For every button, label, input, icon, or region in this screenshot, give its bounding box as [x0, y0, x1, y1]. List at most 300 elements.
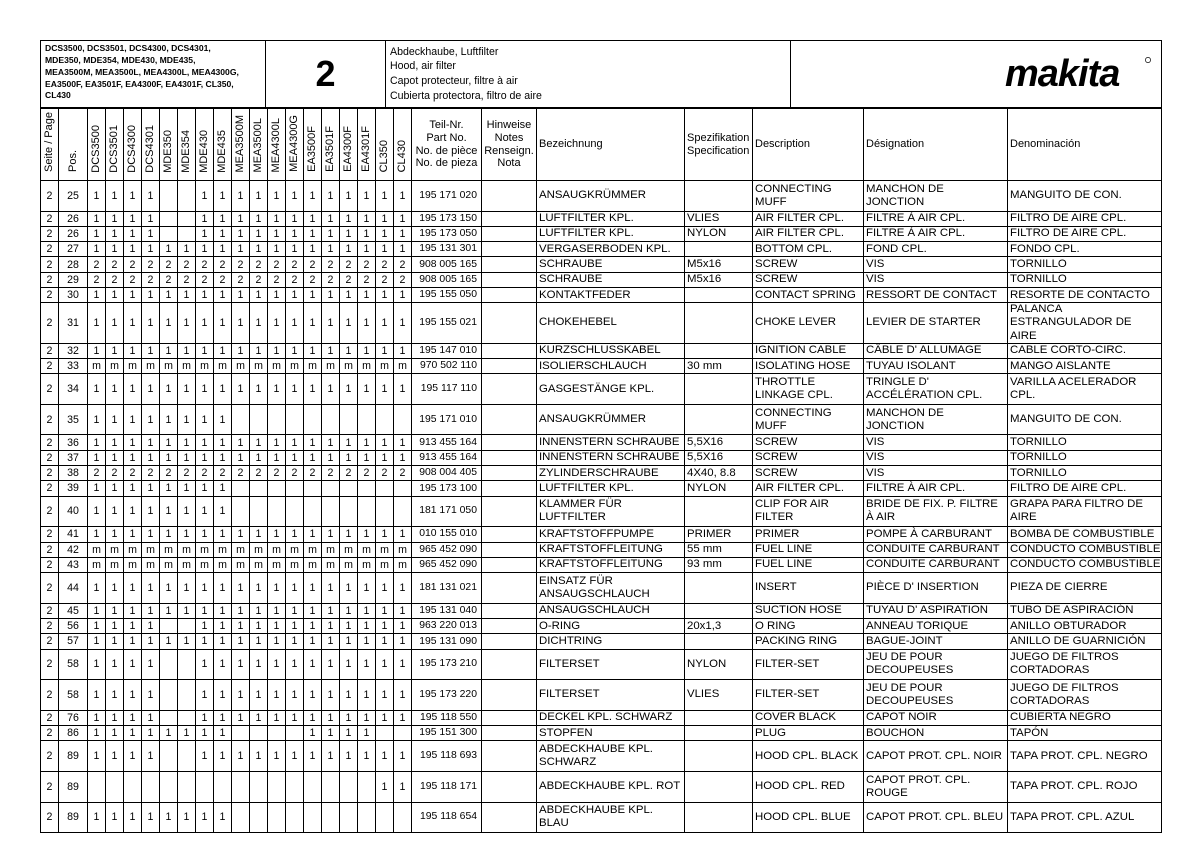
- cell-qty: 1: [232, 181, 250, 212]
- cell-qty: 1: [88, 343, 106, 358]
- cell-qty: 1: [142, 603, 160, 618]
- cell-qty: 1: [106, 634, 124, 649]
- cell-denominacion: TORNILLO: [1008, 466, 1162, 481]
- cell-qty: 1: [358, 573, 376, 604]
- cell-qty: 1: [124, 226, 142, 241]
- cell-qty: 1: [196, 450, 214, 465]
- cell-qty: 2: [358, 466, 376, 481]
- cell-part-no: 195 173 050: [412, 226, 482, 241]
- cell-qty: [178, 211, 196, 226]
- cell-bezeichnung: ANSAUGKRÜMMER: [537, 181, 685, 212]
- cell-qty: 1: [358, 726, 376, 741]
- cell-bezeichnung: ABDECKHAUBE KPL. SCHWARZ: [537, 741, 685, 772]
- cell-bezeichnung: VERGASERBODEN KPL.: [537, 242, 685, 257]
- cell-designation: TUYAU D' ASPIRATION: [864, 603, 1008, 618]
- cell-qty: 1: [160, 527, 178, 542]
- cell-bezeichnung: ISOLIERSCHLAUCH: [537, 359, 685, 374]
- cell-description: FUEL LINE: [753, 542, 864, 557]
- cell-qty: 1: [376, 226, 394, 241]
- cell-qty: 1: [214, 496, 232, 527]
- cell-note: [482, 726, 537, 741]
- page-number: 2: [266, 41, 386, 108]
- cell-qty: 1: [394, 619, 412, 634]
- cell-qty: 1: [376, 527, 394, 542]
- cell-pos: 31: [59, 303, 88, 343]
- cell-qty: [268, 481, 286, 496]
- cell-qty: 1: [340, 303, 358, 343]
- cell-note: [482, 557, 537, 572]
- cell-note: [482, 404, 537, 435]
- cell-denominacion: TORNILLO: [1008, 257, 1162, 272]
- cell-description: AIR FILTER CPL.: [753, 481, 864, 496]
- cell-spec: 4X40, 8.8: [685, 466, 753, 481]
- cell-note: [482, 527, 537, 542]
- cell-qty: 1: [394, 603, 412, 618]
- table-row: [41, 527, 1162, 542]
- cell-qty: 1: [160, 573, 178, 604]
- table-row: [41, 726, 1162, 741]
- cell-qty: [268, 726, 286, 741]
- cell-qty: 1: [142, 242, 160, 257]
- cell-spec: M5x16: [685, 272, 753, 287]
- cell-qty: 2: [88, 257, 106, 272]
- cell-designation: FILTRE À AIR CPL.: [864, 481, 1008, 496]
- cell-qty: 2: [196, 466, 214, 481]
- cell-qty: 1: [196, 343, 214, 358]
- cell-note: [482, 710, 537, 725]
- cell-note: [482, 772, 537, 803]
- cell-qty: 1: [394, 450, 412, 465]
- cell-page: 2: [41, 772, 59, 803]
- cell-note: [482, 603, 537, 618]
- cell-qty: 1: [232, 573, 250, 604]
- cell-pos: 45: [59, 603, 88, 618]
- cell-qty: 2: [106, 466, 124, 481]
- cell-qty: 1: [160, 343, 178, 358]
- cell-part-no: 195 118 654: [412, 802, 482, 833]
- cell-note: [482, 680, 537, 711]
- cell-pos: 56: [59, 619, 88, 634]
- cell-qty: [196, 772, 214, 803]
- cell-qty: 1: [196, 226, 214, 241]
- table-row: [41, 603, 1162, 618]
- cell-qty: 1: [322, 741, 340, 772]
- cell-qty: m: [196, 542, 214, 557]
- cell-page: 2: [41, 211, 59, 226]
- cell-pos: 30: [59, 288, 88, 303]
- cell-qty: 1: [358, 242, 376, 257]
- cell-qty: 1: [250, 226, 268, 241]
- cell-qty: m: [376, 359, 394, 374]
- cell-qty: 1: [250, 527, 268, 542]
- cell-qty: 1: [124, 343, 142, 358]
- cell-qty: 1: [106, 435, 124, 450]
- cell-qty: 1: [340, 211, 358, 226]
- cell-qty: 1: [340, 435, 358, 450]
- cell-note: [482, 481, 537, 496]
- cell-qty: 1: [106, 343, 124, 358]
- cell-qty: 1: [214, 680, 232, 711]
- cell-qty: 1: [304, 710, 322, 725]
- cell-part-no: 913 455 164: [412, 435, 482, 450]
- cell-pos: 33: [59, 359, 88, 374]
- table-row: [41, 802, 1162, 833]
- col-model: EA4300F: [340, 109, 358, 181]
- cell-qty: [160, 680, 178, 711]
- registered-mark: [1145, 57, 1150, 62]
- cell-qty: 1: [394, 435, 412, 450]
- cell-qty: 1: [196, 288, 214, 303]
- cell-qty: 1: [394, 573, 412, 604]
- cell-qty: 1: [286, 226, 304, 241]
- cell-note: [482, 649, 537, 680]
- cell-qty: 1: [394, 527, 412, 542]
- cell-page: 2: [41, 710, 59, 725]
- table-row: [41, 772, 1162, 803]
- cell-qty: 1: [178, 481, 196, 496]
- cell-pos: 38: [59, 466, 88, 481]
- cell-qty: 1: [160, 802, 178, 833]
- cell-qty: 1: [124, 404, 142, 435]
- cell-note: [482, 496, 537, 527]
- cell-qty: 1: [232, 741, 250, 772]
- cell-spec: [685, 634, 753, 649]
- cell-qty: 1: [232, 450, 250, 465]
- table-row: [41, 710, 1162, 725]
- cell-note: [482, 242, 537, 257]
- cell-qty: 2: [232, 272, 250, 287]
- cell-denominacion: MANGUITO DE CON.: [1008, 404, 1162, 435]
- cell-denominacion: TAPA PROT. CPL. AZUL: [1008, 802, 1162, 833]
- cell-qty: m: [394, 359, 412, 374]
- cell-qty: 1: [322, 726, 340, 741]
- cell-qty: m: [268, 359, 286, 374]
- cell-denominacion: PALANCA ESTRANGULADOR DE AIRE: [1008, 303, 1162, 343]
- cell-qty: [340, 496, 358, 527]
- cell-designation: BOUCHON: [864, 726, 1008, 741]
- cell-qty: m: [358, 542, 376, 557]
- cell-qty: 1: [340, 226, 358, 241]
- cell-qty: 1: [268, 211, 286, 226]
- cell-spec: [685, 741, 753, 772]
- cell-qty: 1: [286, 450, 304, 465]
- cell-qty: 1: [178, 374, 196, 405]
- table-row: [41, 359, 1162, 374]
- cell-qty: [286, 726, 304, 741]
- cell-page: 2: [41, 226, 59, 241]
- cell-qty: 2: [214, 466, 232, 481]
- cell-qty: 1: [250, 211, 268, 226]
- cell-qty: m: [196, 557, 214, 572]
- cell-qty: 1: [214, 527, 232, 542]
- cell-qty: 1: [376, 573, 394, 604]
- table-row: [41, 466, 1162, 481]
- cell-qty: m: [304, 557, 322, 572]
- cell-qty: m: [232, 359, 250, 374]
- cell-qty: 1: [394, 288, 412, 303]
- cell-qty: m: [232, 542, 250, 557]
- cell-spec: [685, 573, 753, 604]
- cell-qty: 2: [88, 466, 106, 481]
- cell-note: [482, 211, 537, 226]
- cell-qty: 2: [268, 466, 286, 481]
- cell-qty: 1: [142, 802, 160, 833]
- cell-qty: m: [196, 359, 214, 374]
- cell-qty: 1: [250, 435, 268, 450]
- cell-designation: BAGUE-JOINT: [864, 634, 1008, 649]
- cell-qty: 1: [106, 619, 124, 634]
- cell-qty: 1: [268, 680, 286, 711]
- col-bezeichnung: Bezeichnung: [537, 109, 685, 181]
- cell-qty: 1: [268, 343, 286, 358]
- cell-qty: 1: [250, 303, 268, 343]
- cell-page: 2: [41, 496, 59, 527]
- table-row: [41, 343, 1162, 358]
- cell-denominacion: FONDO CPL.: [1008, 242, 1162, 257]
- cell-qty: [232, 772, 250, 803]
- cell-qty: 1: [304, 288, 322, 303]
- cell-designation: CAPOT PROT. CPL. NOIR: [864, 741, 1008, 772]
- cell-denominacion: MANGUITO DE CON.: [1008, 181, 1162, 212]
- cell-qty: 2: [250, 257, 268, 272]
- cell-qty: 1: [286, 527, 304, 542]
- cell-qty: 2: [394, 466, 412, 481]
- cell-qty: 1: [322, 435, 340, 450]
- cell-description: CLIP FOR AIR FILTER: [753, 496, 864, 527]
- cell-description: SCREW: [753, 466, 864, 481]
- cell-denominacion: TAPA PROT. CPL. ROJO: [1008, 772, 1162, 803]
- cell-qty: [376, 802, 394, 833]
- cell-qty: 1: [340, 634, 358, 649]
- cell-qty: 1: [88, 802, 106, 833]
- cell-qty: 1: [106, 802, 124, 833]
- brand-logo-cell: [791, 41, 1162, 108]
- cell-qty: 1: [322, 619, 340, 634]
- cell-qty: 1: [142, 211, 160, 226]
- cell-description: SCREW: [753, 435, 864, 450]
- model-list-line: DCS3500, DCS3501, DCS4300, DCS4301,: [45, 43, 211, 53]
- cell-note: [482, 573, 537, 604]
- cell-qty: [250, 726, 268, 741]
- cell-qty: 1: [376, 450, 394, 465]
- cell-part-no: 195 155 021: [412, 303, 482, 343]
- title-de: Abdeckhaube, Luftfilter: [390, 45, 499, 58]
- cell-qty: 1: [286, 435, 304, 450]
- cell-qty: 1: [304, 181, 322, 212]
- cell-qty: 1: [250, 634, 268, 649]
- cell-qty: m: [142, 557, 160, 572]
- makita-logo: [1003, 52, 1153, 92]
- cell-qty: 1: [178, 404, 196, 435]
- cell-qty: 1: [268, 741, 286, 772]
- cell-qty: 2: [358, 272, 376, 287]
- cell-spec: NYLON: [685, 226, 753, 241]
- cell-qty: 1: [196, 527, 214, 542]
- cell-qty: 1: [88, 726, 106, 741]
- cell-description: AIR FILTER CPL.: [753, 211, 864, 226]
- cell-qty: 1: [178, 242, 196, 257]
- cell-qty: m: [286, 359, 304, 374]
- cell-qty: m: [178, 557, 196, 572]
- cell-qty: 2: [178, 272, 196, 287]
- cell-qty: [358, 772, 376, 803]
- cell-qty: [322, 404, 340, 435]
- cell-qty: 1: [304, 435, 322, 450]
- cell-qty: 1: [124, 573, 142, 604]
- cell-qty: 2: [232, 257, 250, 272]
- cell-part-no: 195 131 090: [412, 634, 482, 649]
- cell-qty: 1: [322, 634, 340, 649]
- cell-qty: [160, 649, 178, 680]
- cell-qty: [160, 181, 178, 212]
- model-list-line: CL430: [45, 90, 71, 101]
- cell-qty: 1: [196, 481, 214, 496]
- cell-qty: m: [304, 542, 322, 557]
- title-en: Hood, air filter: [390, 60, 456, 73]
- cell-bezeichnung: GASGESTÄNGE KPL.: [537, 374, 685, 405]
- cell-qty: 1: [286, 343, 304, 358]
- cell-qty: 1: [232, 649, 250, 680]
- cell-qty: 1: [196, 242, 214, 257]
- cell-qty: m: [376, 557, 394, 572]
- cell-bezeichnung: SCHRAUBE: [537, 272, 685, 287]
- cell-bezeichnung: FILTERSET: [537, 649, 685, 680]
- cell-qty: 1: [232, 680, 250, 711]
- cell-qty: 1: [232, 242, 250, 257]
- cell-qty: [124, 772, 142, 803]
- model-list-line: EA3500F, EA3501F, EA4300F, EA4301F, CL350,: [45, 78, 234, 89]
- cell-note: [482, 634, 537, 649]
- cell-qty: 2: [358, 257, 376, 272]
- cell-qty: 1: [376, 303, 394, 343]
- cell-qty: [340, 772, 358, 803]
- cell-qty: 1: [340, 288, 358, 303]
- cell-qty: 1: [142, 527, 160, 542]
- cell-qty: [250, 772, 268, 803]
- cell-note: [482, 226, 537, 241]
- cell-qty: 1: [286, 181, 304, 212]
- cell-denominacion: TORNILLO: [1008, 435, 1162, 450]
- cell-qty: [358, 802, 376, 833]
- cell-description: THROTTLE LINKAGE CPL.: [753, 374, 864, 405]
- cell-part-no: 195 118 550: [412, 710, 482, 725]
- cell-qty: [160, 741, 178, 772]
- cell-qty: 1: [124, 288, 142, 303]
- cell-qty: 1: [214, 481, 232, 496]
- col-description: Description: [753, 109, 864, 181]
- cell-spec: [685, 242, 753, 257]
- cell-qty: [214, 772, 232, 803]
- cell-designation: TUYAU ISOLANT: [864, 359, 1008, 374]
- cell-qty: [286, 802, 304, 833]
- cell-qty: [340, 481, 358, 496]
- cell-qty: m: [268, 557, 286, 572]
- cell-pos: 36: [59, 435, 88, 450]
- cell-bezeichnung: DICHTRING: [537, 634, 685, 649]
- cell-qty: 1: [88, 619, 106, 634]
- cell-note: [482, 359, 537, 374]
- cell-qty: 1: [268, 603, 286, 618]
- col-part-no: Teil-Nr. Part No. No. de pièce No. de pieza: [412, 109, 482, 181]
- cell-bezeichnung: INNENSTERN SCHRAUBE: [537, 450, 685, 465]
- cell-qty: m: [142, 542, 160, 557]
- cell-qty: 2: [106, 257, 124, 272]
- cell-qty: 1: [358, 343, 376, 358]
- cell-qty: 1: [88, 226, 106, 241]
- table-row: [41, 435, 1162, 450]
- cell-qty: 2: [286, 272, 304, 287]
- cell-denominacion: VARILLA ACELERADOR CPL.: [1008, 374, 1162, 405]
- cell-qty: 1: [88, 649, 106, 680]
- cell-qty: 1: [124, 181, 142, 212]
- cell-qty: 2: [178, 466, 196, 481]
- cell-qty: m: [322, 542, 340, 557]
- cell-qty: 2: [160, 272, 178, 287]
- cell-qty: 1: [340, 450, 358, 465]
- cell-qty: 1: [106, 303, 124, 343]
- cell-qty: 1: [394, 649, 412, 680]
- col-model: MDE354: [178, 109, 196, 181]
- cell-qty: 1: [160, 303, 178, 343]
- cell-pos: 28: [59, 257, 88, 272]
- cell-qty: 1: [394, 242, 412, 257]
- cell-qty: 2: [142, 272, 160, 287]
- cell-qty: [304, 404, 322, 435]
- table-row: [41, 242, 1162, 257]
- cell-designation: BRIDE DE FIX. P. FILTRE À AIR: [864, 496, 1008, 527]
- cell-qty: 1: [304, 603, 322, 618]
- cell-note: [482, 619, 537, 634]
- cell-qty: 1: [214, 374, 232, 405]
- cell-spec: VLIES: [685, 211, 753, 226]
- cell-qty: 1: [304, 649, 322, 680]
- cell-qty: m: [340, 542, 358, 557]
- cell-qty: [358, 404, 376, 435]
- cell-qty: 1: [268, 226, 286, 241]
- cell-qty: m: [106, 542, 124, 557]
- cell-qty: 1: [142, 435, 160, 450]
- cell-part-no: 913 455 164: [412, 450, 482, 465]
- cell-spec: [685, 772, 753, 803]
- cell-qty: 1: [358, 619, 376, 634]
- cell-qty: 1: [340, 710, 358, 725]
- cell-qty: 1: [250, 450, 268, 465]
- cell-qty: 2: [340, 257, 358, 272]
- cell-qty: 1: [196, 726, 214, 741]
- cell-designation: CONDUITE CARBURANT: [864, 542, 1008, 557]
- cell-bezeichnung: LUFTFILTER KPL.: [537, 211, 685, 226]
- cell-designation: VIS: [864, 435, 1008, 450]
- cell-qty: 1: [142, 181, 160, 212]
- cell-qty: 1: [304, 450, 322, 465]
- cell-bezeichnung: KLAMMER FÜR LUFTFILTER: [537, 496, 685, 527]
- cell-qty: 1: [358, 603, 376, 618]
- table-row: [41, 557, 1162, 572]
- cell-qty: 1: [160, 603, 178, 618]
- cell-qty: 1: [268, 435, 286, 450]
- cell-page: 2: [41, 288, 59, 303]
- cell-qty: 1: [106, 211, 124, 226]
- cell-qty: m: [250, 542, 268, 557]
- cell-pos: 89: [59, 802, 88, 833]
- cell-pos: 86: [59, 726, 88, 741]
- cell-qty: 1: [106, 404, 124, 435]
- cell-bezeichnung: CHOKEHEBEL: [537, 303, 685, 343]
- cell-qty: 1: [376, 772, 394, 803]
- cell-qty: 1: [286, 211, 304, 226]
- cell-qty: m: [214, 542, 232, 557]
- col-model: MDE430: [196, 109, 214, 181]
